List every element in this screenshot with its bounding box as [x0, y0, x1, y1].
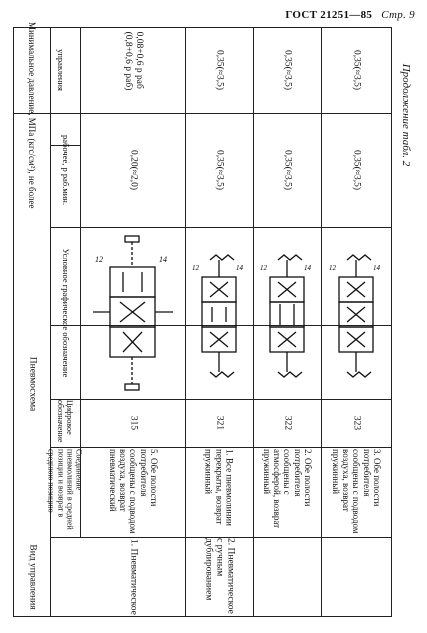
rotated-table	[13, 22, 392, 617]
row4-connection: 3. Обе полости потребителя сообщены с подводом воздуха, возврат пружинный	[330, 449, 382, 534]
svg-text:12: 12	[95, 255, 103, 264]
row2-control-type: 2. Пневматическое с ручным дублированием	[203, 538, 236, 614]
sub-div-b	[50, 399, 80, 400]
row1-control-type: 1. Пневматическое	[127, 539, 138, 615]
row2-working: 0,35(≈3,5)	[214, 149, 225, 191]
valve-322-icon	[258, 242, 316, 392]
header-control-type: Вид управления	[26, 544, 37, 610]
row2-connection: 1. Все пневмолинии перекрыты, возврат пружинный	[203, 449, 235, 526]
svg-text:12: 12	[260, 264, 267, 272]
page-header	[285, 9, 415, 21]
table-continuation-caption: Продолжение табл. 2	[400, 63, 412, 167]
standard-number: ГОСТ 21251—85	[285, 9, 373, 21]
row2-code: 321	[214, 415, 225, 431]
row3-valve-symbol	[258, 242, 316, 392]
row1-control: 0,08+0,6 p раб (0,8+0,6 p раб)	[122, 32, 144, 91]
row2-valve-symbol	[190, 242, 248, 392]
valve-323-icon	[327, 242, 385, 392]
row2-control: 0,35(≈3,5)	[214, 49, 225, 91]
header-working: рабочее, p раб.мин.	[60, 135, 71, 205]
header-control: управления	[55, 49, 66, 91]
svg-text:14: 14	[236, 264, 243, 272]
sub-div-c	[50, 227, 80, 228]
row1-connection: 5. Обе полости потребителя сообщены с подводом воздуха, возврат пневматический	[106, 449, 159, 534]
header-min-pressure: Минимальное давление, МПа (кгс/см²), не более	[26, 22, 37, 209]
svg-text:14: 14	[373, 264, 380, 272]
svg-text:14: 14	[304, 264, 311, 272]
row1-working: 0,20(≈2,0)	[127, 149, 138, 191]
header-pneumoscheme: Пневмосхема	[26, 356, 37, 412]
header-symbol: Условное графическое обозначение	[60, 248, 71, 378]
row3-connection: 2. Обе полости потребителя сообщены с атмосферой, возврат пружинный	[261, 449, 313, 529]
header-code: Цифровое обозначение	[56, 400, 75, 443]
row1-valve-symbol	[85, 232, 180, 394]
sub-div-a	[50, 447, 80, 448]
row3-control: 0,35(≈3,5)	[282, 49, 293, 91]
svg-text:12: 12	[192, 264, 199, 272]
row3-code: 322	[282, 415, 293, 431]
row1-code: 315	[127, 415, 138, 431]
svg-text:14: 14	[159, 255, 167, 264]
col-div-symbol	[80, 227, 392, 228]
row4-working: 0,35(≈3,5)	[351, 149, 362, 191]
row4-code: 323	[351, 415, 362, 431]
row4-control: 0,35(≈3,5)	[351, 49, 362, 91]
valve-321-icon	[190, 242, 248, 392]
valve-315-icon	[85, 232, 180, 394]
header-connection: Соединение пневмолиний в средней позиции и возврат в среднюю позицию	[46, 449, 84, 530]
table-border-right	[391, 27, 392, 617]
row4-valve-symbol	[327, 242, 385, 392]
svg-text:12: 12	[329, 264, 336, 272]
page-number: Стр. 9	[381, 9, 415, 21]
row3-working: 0,35(≈3,5)	[282, 149, 293, 191]
